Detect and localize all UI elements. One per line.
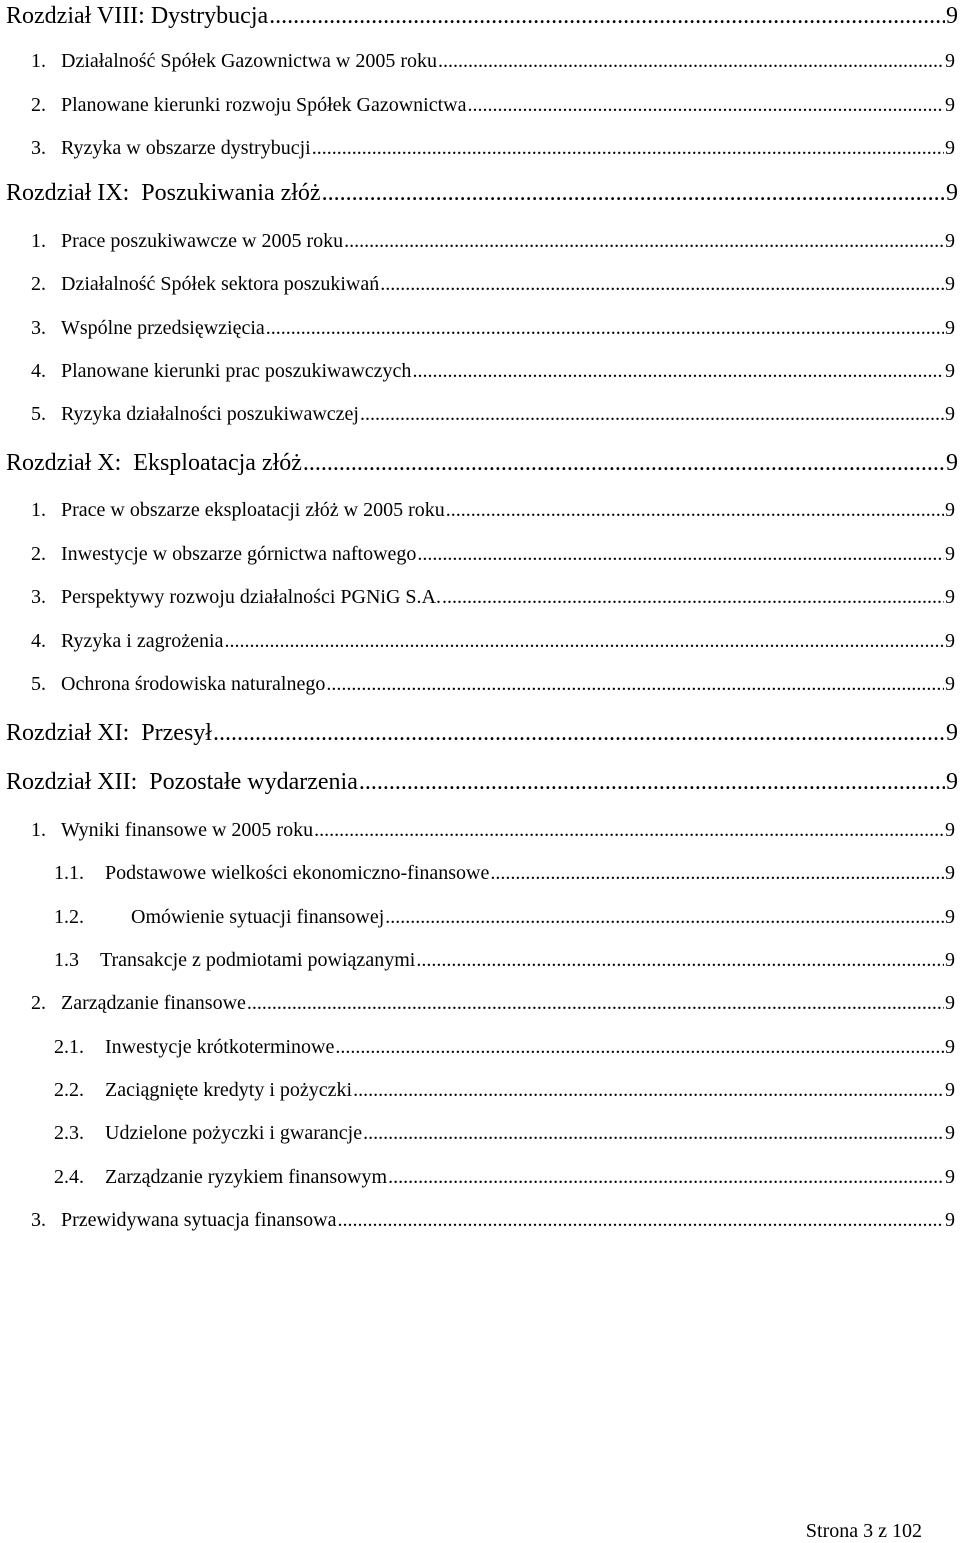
toc-subsection[interactable] xyxy=(0,950,958,970)
toc-entry-text: Planowane kierunki prac poszukiwawczych xyxy=(61,360,412,382)
toc-leader-dots xyxy=(335,1037,944,1057)
toc-leader-dots xyxy=(388,1167,944,1187)
toc-entry-number: 2.2. xyxy=(54,1079,84,1101)
toc-entry-text: Wspólne przedsięwzięcia xyxy=(61,317,265,339)
toc-page-number: 9 xyxy=(945,50,955,72)
toc-section[interactable] xyxy=(0,95,958,115)
toc-entry-text: Ryzyka w obszarze dystrybucji xyxy=(61,137,311,159)
toc-section[interactable] xyxy=(0,674,958,694)
toc-leader-dots xyxy=(438,51,944,71)
toc-section[interactable] xyxy=(0,993,958,1013)
toc-entry-text: Rozdział IX: Poszukiwania złóż xyxy=(6,180,321,206)
toc-entry-text: Prace poszukiwawcze w 2005 roku xyxy=(61,230,344,252)
toc-entry-text: Ryzyka działalności poszukiwawczej xyxy=(61,403,359,425)
toc-page-number: 9 xyxy=(945,94,955,116)
toc-entry-number: 1.3 xyxy=(54,949,79,971)
toc-section[interactable] xyxy=(0,587,958,607)
toc-leader-dots xyxy=(353,1080,944,1100)
toc-leader-dots xyxy=(490,863,944,883)
toc-entry-text: Planowane kierunki rozwoju Spółek Gazownictwa xyxy=(61,94,467,116)
toc-section[interactable] xyxy=(0,544,958,564)
toc-section[interactable] xyxy=(0,1210,958,1230)
toc-page-number: 9 xyxy=(945,862,955,884)
toc-section[interactable] xyxy=(0,318,958,338)
toc-subsection[interactable] xyxy=(0,1167,958,1187)
toc-leader-dots xyxy=(417,544,944,564)
toc-leader-dots xyxy=(303,451,945,475)
toc-page-number: 9 xyxy=(945,819,955,841)
toc-entry-text: Ryzyka i zagrożenia xyxy=(61,630,224,652)
toc-entry-text: Działalność Spółek Gazownictwa w 2005 roku xyxy=(61,50,438,72)
toc-page-number: 9 xyxy=(945,906,955,928)
toc-section[interactable] xyxy=(0,820,958,840)
toc-section[interactable] xyxy=(0,361,958,381)
toc-page-number: 9 xyxy=(946,450,958,476)
toc-leader-dots xyxy=(213,721,945,745)
toc-entry-number: 1.2. xyxy=(54,906,84,928)
toc-page-number: 9 xyxy=(945,992,955,1014)
toc-entry-text: Zaciągnięte kredyty i pożyczki xyxy=(105,1079,353,1101)
toc-entry-text: Perspektywy rozwoju działalności PGNiG S.A. xyxy=(61,586,441,608)
toc-leader-dots xyxy=(363,1123,944,1143)
toc-leader-dots xyxy=(312,138,944,158)
toc-leader-dots xyxy=(416,950,944,970)
toc-chapter-11[interactable] xyxy=(0,721,960,745)
toc-entry-number: 2. xyxy=(31,992,46,1014)
toc-page-number: 9 xyxy=(945,317,955,339)
toc-entry-number: 1. xyxy=(31,230,46,252)
toc-leader-dots xyxy=(224,631,944,651)
toc-section[interactable] xyxy=(0,500,958,520)
toc-page-number: 9 xyxy=(945,543,955,565)
toc-subsection[interactable] xyxy=(0,1037,958,1057)
toc-leader-dots xyxy=(442,587,944,607)
toc-page-number: 9 xyxy=(946,3,958,29)
toc-entry-text: Ochrona środowiska naturalnego xyxy=(61,673,326,695)
toc-entry-number: 2.1. xyxy=(54,1036,84,1058)
toc-entry-text: Działalność Spółek sektora poszukiwań xyxy=(61,273,380,295)
toc-leader-dots xyxy=(247,993,944,1013)
toc-chapter-10[interactable] xyxy=(0,451,960,475)
toc-page-number: 9 xyxy=(945,1122,955,1144)
toc-leader-dots xyxy=(446,500,944,520)
toc-entry-text: Rozdział VIII: Dystrybucja xyxy=(6,3,269,29)
toc-entry-text: Transakcje z podmiotami powiązanymi xyxy=(100,949,416,971)
toc-page-number: 9 xyxy=(945,1036,955,1058)
toc-entry-text: Udzielone pożyczki i gwarancje xyxy=(105,1122,363,1144)
toc-leader-dots xyxy=(337,1210,944,1230)
toc-entry-number: 2. xyxy=(31,543,46,565)
toc-leader-dots xyxy=(412,361,944,381)
toc-page-number: 9 xyxy=(946,180,958,206)
toc-entry-number: 1. xyxy=(31,499,46,521)
toc-entry-text: Omówienie sytuacji finansowej xyxy=(131,906,385,928)
toc-section[interactable] xyxy=(0,274,958,294)
toc-leader-dots xyxy=(380,274,944,294)
toc-page-number: 9 xyxy=(945,360,955,382)
toc-leader-dots xyxy=(266,318,944,338)
toc-entry-number: 3. xyxy=(31,1209,46,1231)
toc-entry-number: 2. xyxy=(31,273,46,295)
toc-entry-number: 2.4. xyxy=(54,1166,84,1188)
toc-entry-number: 4. xyxy=(31,630,46,652)
toc-entry-text: Inwestycje w obszarze górnictwa naftowego xyxy=(61,543,417,565)
toc-page-number: 9 xyxy=(946,769,958,795)
toc-entry-number: 2.3. xyxy=(54,1122,84,1144)
toc-page-number: 9 xyxy=(945,230,955,252)
toc-leader-dots xyxy=(360,404,944,424)
toc-entry-number: 2. xyxy=(31,94,46,116)
toc-page-number: 9 xyxy=(945,630,955,652)
toc-page-number: 9 xyxy=(945,949,955,971)
toc-page-number: 9 xyxy=(946,720,958,746)
toc-subsection[interactable] xyxy=(0,863,958,883)
toc-entry-text: Rozdział X: Eksploatacja złóż xyxy=(6,450,302,476)
toc-entry-text: Prace w obszarze eksploatacji złóż w 2005 roku xyxy=(61,499,445,521)
toc-subsection[interactable] xyxy=(0,1123,958,1143)
toc-entry-number: 1. xyxy=(31,50,46,72)
toc-section[interactable] xyxy=(0,51,958,71)
toc-entry-text: Zarządzanie finansowe xyxy=(61,992,246,1014)
toc-entry-text: Podstawowe wielkości ekonomiczno-finansowe xyxy=(105,862,490,884)
toc-entry-text: Inwestycje krótkoterminowe xyxy=(105,1036,335,1058)
toc-page-number: 9 xyxy=(945,403,955,425)
toc-entry-number: 5. xyxy=(31,403,46,425)
toc-entry-text: Zarządzanie ryzykiem finansowym xyxy=(105,1166,388,1188)
toc-page-number: 9 xyxy=(945,1166,955,1188)
toc-page-number: 9 xyxy=(945,499,955,521)
toc-section[interactable] xyxy=(0,138,958,158)
toc-chapter-8[interactable] xyxy=(0,4,960,28)
toc-entry-text: Przewidywana sytuacja finansowa xyxy=(61,1209,337,1231)
toc-section[interactable] xyxy=(0,404,958,424)
toc-subsection[interactable] xyxy=(0,907,958,927)
toc-entry-number: 4. xyxy=(31,360,46,382)
toc-leader-dots xyxy=(314,820,944,840)
toc-page-number: 9 xyxy=(945,1209,955,1231)
toc-leader-dots xyxy=(269,4,945,28)
toc-entry-number: 5. xyxy=(31,673,46,695)
toc-entry-number: 1.1. xyxy=(54,862,84,884)
toc-leader-dots xyxy=(322,181,945,205)
toc-chapter-12[interactable] xyxy=(0,770,960,794)
toc-entry-text: Rozdział XI: Przesył xyxy=(6,720,212,746)
page-number-footer: Strona 3 z 102 xyxy=(805,1520,922,1542)
toc-page-number: 9 xyxy=(945,137,955,159)
toc-page-number: 9 xyxy=(945,1079,955,1101)
toc-entry-text: Wyniki finansowe w 2005 roku xyxy=(61,819,314,841)
toc-leader-dots xyxy=(344,231,944,251)
toc-page-number: 9 xyxy=(945,673,955,695)
toc-entry-number: 3. xyxy=(31,586,46,608)
toc-subsection[interactable] xyxy=(0,1080,958,1100)
toc-entry-number: 3. xyxy=(31,137,46,159)
toc-leader-dots xyxy=(385,907,944,927)
toc-entry-text: Rozdział XII: Pozostałe wydarzenia xyxy=(6,769,358,795)
toc-section[interactable] xyxy=(0,631,958,651)
toc-page-number: 9 xyxy=(945,273,955,295)
toc-entry-number: 1. xyxy=(31,819,46,841)
toc-leader-dots xyxy=(326,674,944,694)
toc-section[interactable] xyxy=(0,231,958,251)
toc-chapter-9[interactable] xyxy=(0,181,960,205)
toc-leader-dots xyxy=(467,95,944,115)
toc-leader-dots xyxy=(359,770,945,794)
toc-page-number: 9 xyxy=(945,586,955,608)
toc-entry-number: 3. xyxy=(31,317,46,339)
